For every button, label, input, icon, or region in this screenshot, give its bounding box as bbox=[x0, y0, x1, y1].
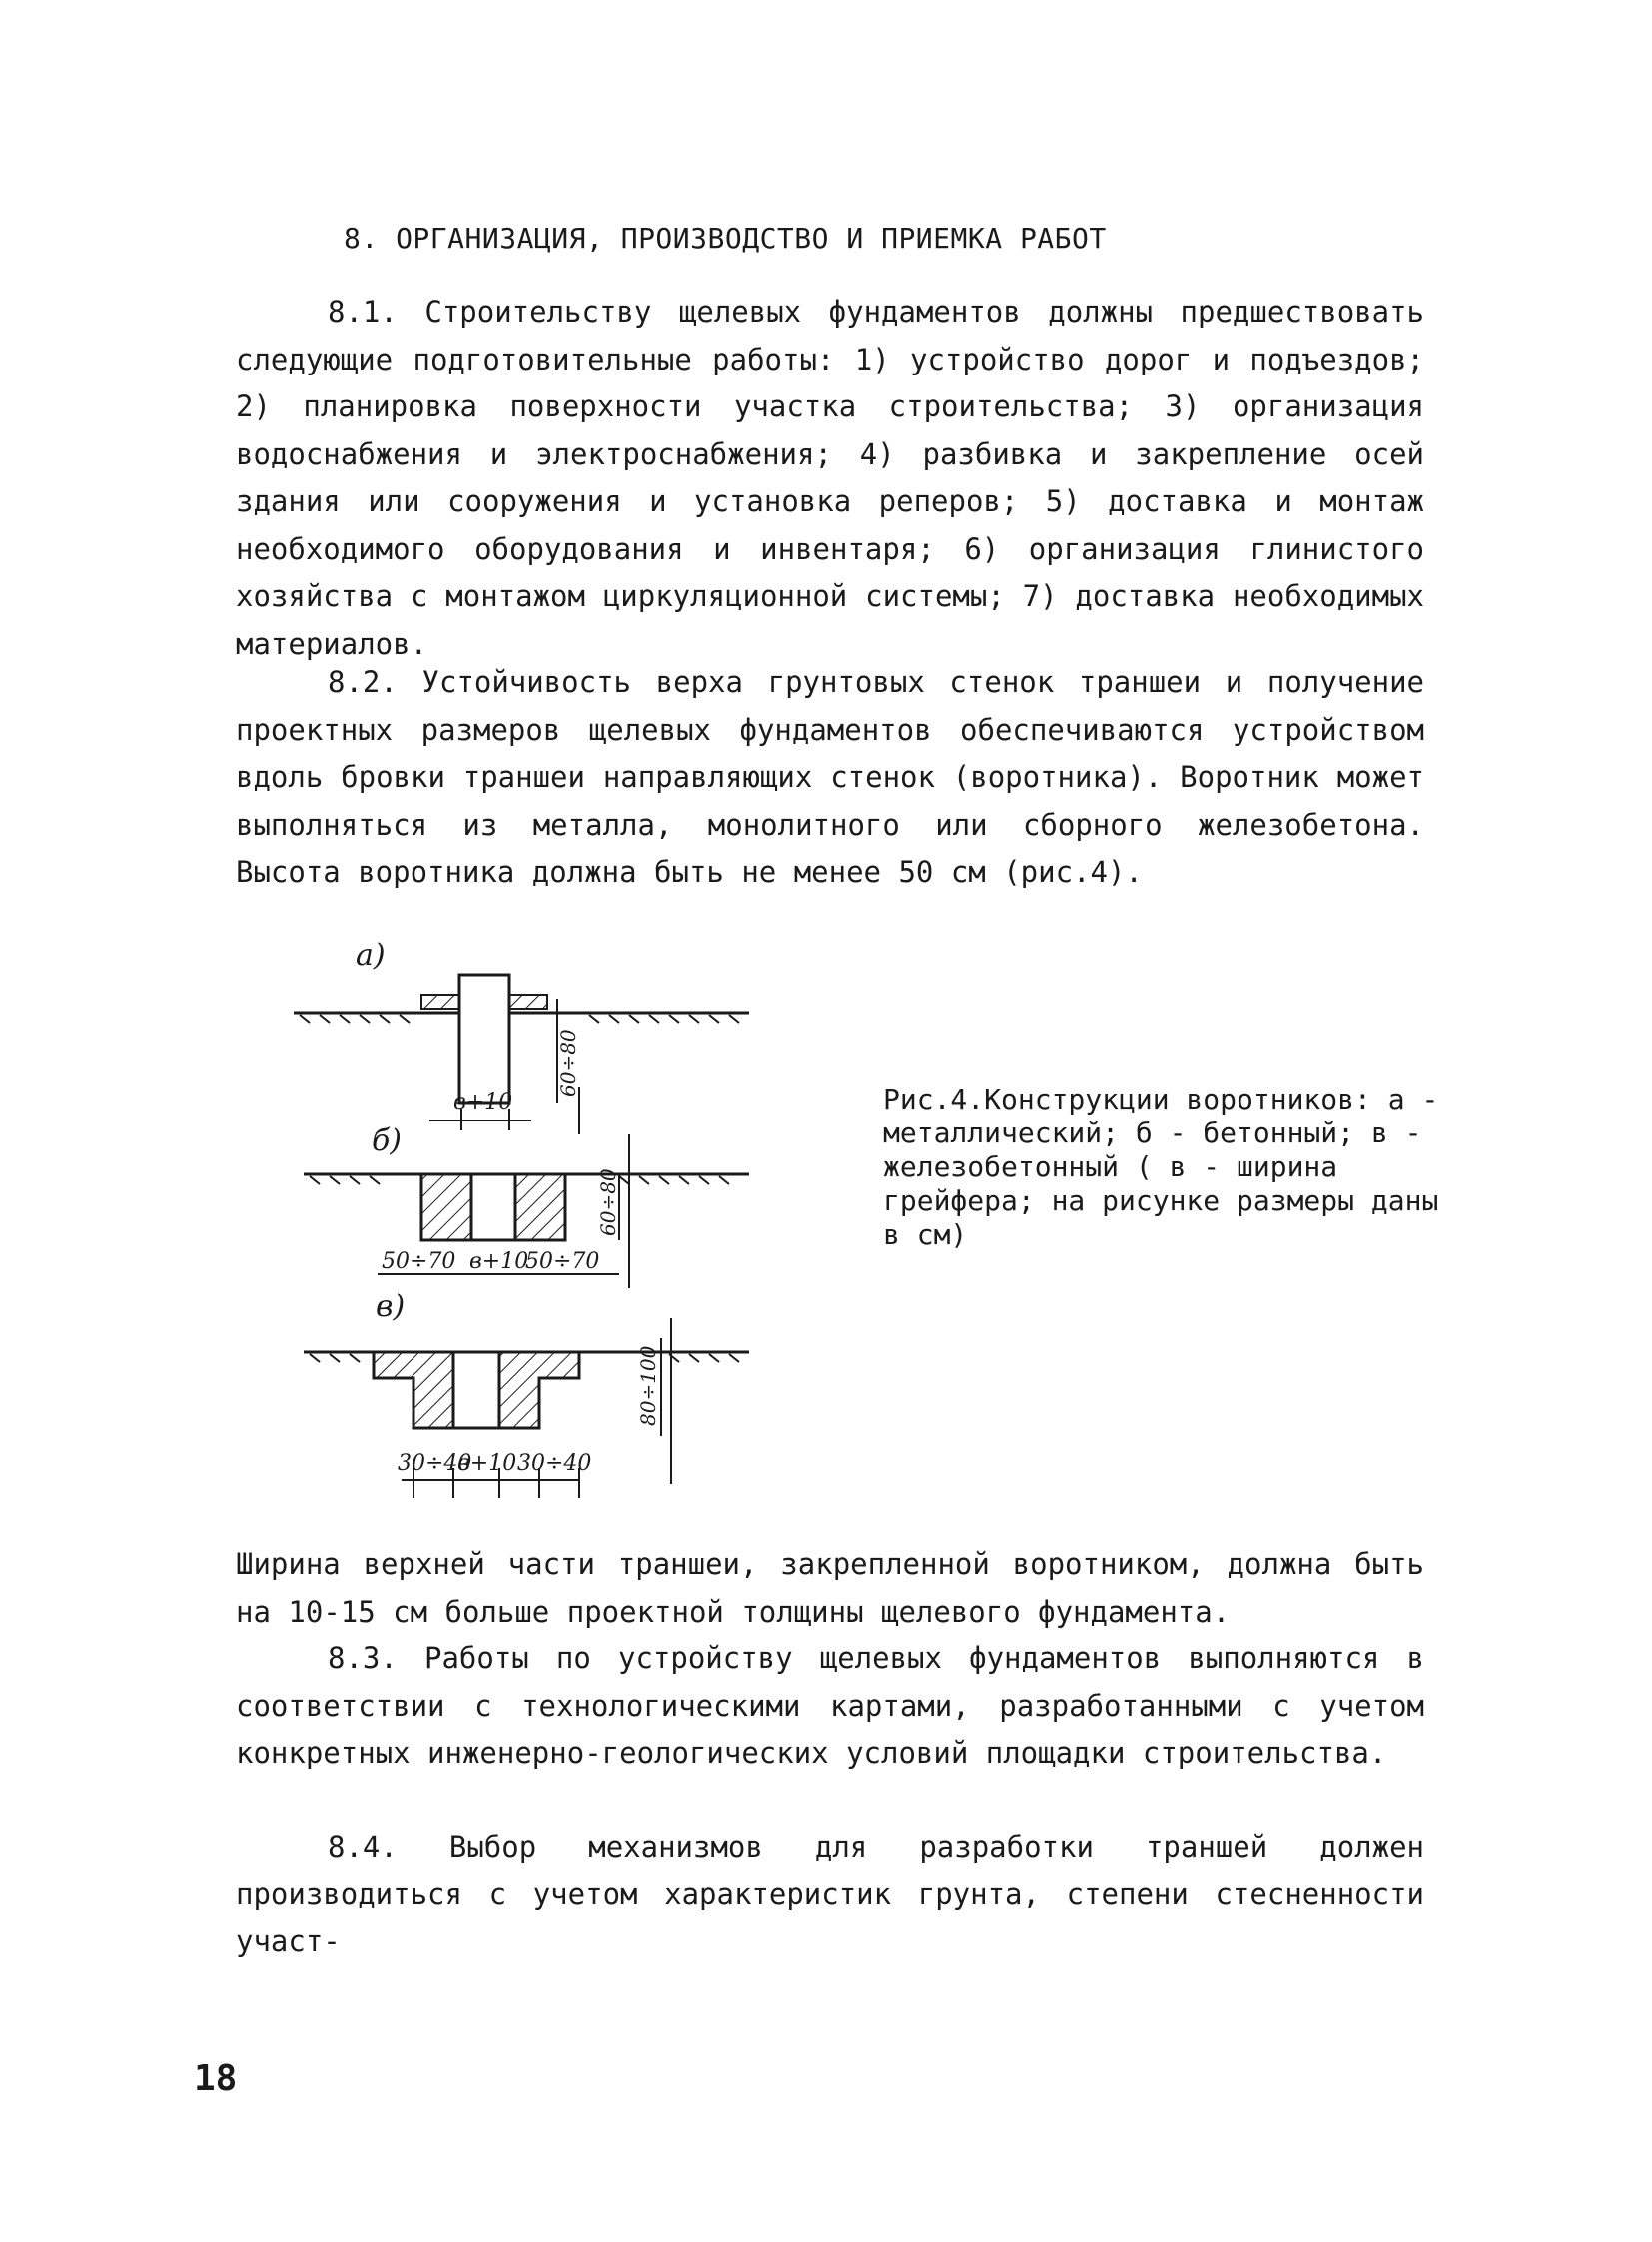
paragraph-8-1 bbox=[236, 289, 1424, 668]
panel-c-dim-right: 30÷40 bbox=[517, 1451, 592, 1476]
panel-b-dim-right: 50÷70 bbox=[525, 1249, 600, 1274]
panel-b-dim-mid: в+10 bbox=[469, 1249, 529, 1274]
panel-a-label: а) bbox=[356, 939, 386, 973]
figure-caption: Рис.4.Конструкции воротников: а - металлический; б - бетонный; в - железобетонный ( в - ширина грейфера; на рисунке размеры даны в см) bbox=[883, 1083, 1439, 1251]
section-heading: 8. ОРГАНИЗАЦИЯ, ПРОИЗВОДСТВО И ПРИЕМКА РАБОТ bbox=[344, 222, 1107, 255]
figure-collar-constructions bbox=[290, 939, 759, 1528]
paragraph-after-figure-text: Ширина верхней части траншеи, закрепленной воротником, должна быть на 10-15 см больше проектной толщины щелевого фундамента. bbox=[236, 1547, 1424, 1629]
page-number: 18 bbox=[194, 2058, 238, 2099]
paragraph-after-figure bbox=[236, 1541, 1424, 1636]
paragraph-8-1-text: 8.1. Строительству щелевых фундаментов должны предшествовать следующие подготовительные работы: 1) устройство дорог и подъездов; 2) планировка поверхности участка строительства; 3) организация водоснабжения и электроснабжения; 4) разбивка и закрепление осей здания или сооружения и установка реперов; 5) доставка и монтаж необходимого оборудования и инвентаря; 6) организация глинистого хозяйства с монтажом циркуляционной системы; 7) доставка необходимых материалов. bbox=[236, 295, 1424, 661]
panel-b-right-wall bbox=[515, 1174, 565, 1240]
panel-a-left-flange bbox=[421, 995, 459, 1009]
paragraph-8-3 bbox=[236, 1635, 1424, 1778]
panel-b-dim-left: 50÷70 bbox=[382, 1249, 456, 1274]
panel-b bbox=[304, 1123, 749, 1288]
panel-b-left-wall bbox=[421, 1174, 471, 1240]
paragraph-8-3-text: 8.3. Работы по устройству щелевых фундаментов выполняются в соответствии с технологическими картами, разработанными с учетом конкретных инженерно-геологических условий площадки строительства. bbox=[236, 1641, 1424, 1770]
panel-a-ground-hatch bbox=[300, 1015, 739, 1023]
panel-c bbox=[304, 1289, 749, 1498]
panel-b-trench bbox=[471, 1174, 515, 1240]
panel-c-dim-mid: в+10 bbox=[457, 1451, 517, 1476]
panel-b-height-dim: 60÷80 bbox=[596, 1168, 620, 1236]
paragraph-8-2 bbox=[236, 659, 1424, 897]
panel-c-dim-left: 30÷40 bbox=[398, 1451, 472, 1476]
paragraph-8-4 bbox=[236, 1824, 1424, 1966]
panel-c-left-wall bbox=[374, 1352, 453, 1428]
panel-a bbox=[294, 939, 749, 1134]
panel-c-right-wall bbox=[499, 1352, 579, 1428]
panel-a-trench bbox=[459, 975, 509, 1103]
panel-c-height-dim: 80÷100 bbox=[636, 1345, 660, 1426]
figure-drawing bbox=[290, 939, 759, 1528]
panel-a-right-flange bbox=[509, 995, 547, 1009]
paragraph-8-4-text: 8.4. Выбор механизмов для разработки траншей должен производиться с учетом характеристик грунта, степени стесненности участ- bbox=[236, 1830, 1424, 1958]
panel-c-trench bbox=[453, 1352, 499, 1428]
panel-c-label: в) bbox=[376, 1289, 406, 1324]
panel-a-width-dim: в+10 bbox=[453, 1090, 513, 1115]
panel-b-label: б) bbox=[372, 1123, 403, 1158]
paragraph-8-2-text: 8.2. Устойчивость верха грунтовых стенок траншеи и получение проектных размеров щелевых фундаментов обеспечиваются устройством вдоль бровки траншеи направляющих стенок (воротника). Воротник может выполняться из металла, монолитного или сборного железобетона. Высота воротника должна быть не менее 50 см (рис.4). bbox=[236, 665, 1424, 889]
panel-a-height-dim: 60÷80 bbox=[556, 1029, 580, 1097]
